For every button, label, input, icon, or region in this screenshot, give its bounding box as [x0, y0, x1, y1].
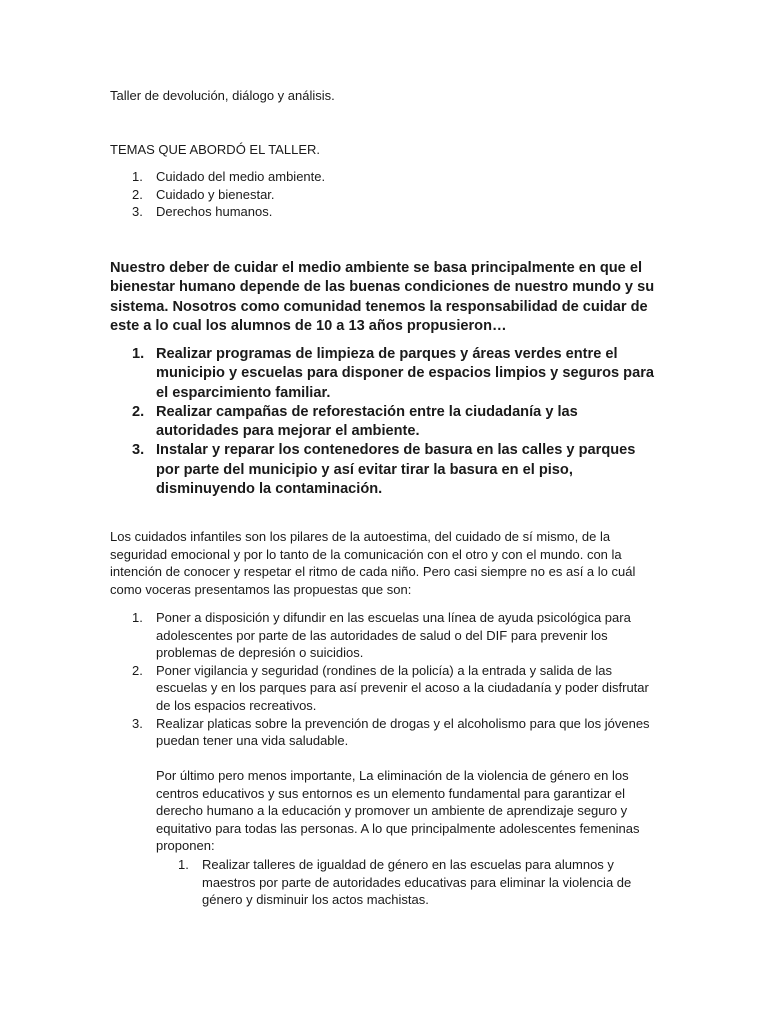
list-item	[110, 609, 660, 662]
list-text: Realizar campañas de reforestación entre la ciudadanía y las autoridades para mejorar el ambiente.	[156, 403, 578, 440]
list-item	[110, 345, 660, 403]
list-text: Realizar talleres de igualdad de género en las escuelas para alumnos y maestros por parte de autoridades educativas para eliminar la violencia de género y disminuir los actos machistas.	[202, 857, 632, 908]
list-item	[110, 441, 660, 499]
care-intro: Los cuidados infantiles son los pilares de la autoestima, del cuidado de sí mismo, de la seguridad emocional y por lo tanto de la comunicación con el otro y con el mundo. con la intención de conocer y respetar el ritmo de cada niño. Pero casi siempre no es así a lo cuál como voceras presentamos las propuestas que son:	[110, 529, 636, 597]
list-number: 3.	[132, 715, 143, 731]
list-item	[110, 403, 660, 442]
list-text: Derechos humanos.	[156, 204, 273, 220]
list-text: Realizar platicas sobre la prevención de drogas y el alcoholismo para que los jóvenes puedan tener una vida saludable.	[156, 715, 650, 749]
list-number: 1.	[132, 169, 143, 184]
environment-proposals-list	[110, 345, 660, 499]
list-text: Cuidado del medio ambiente.	[156, 169, 326, 184]
list-item	[110, 662, 660, 715]
topics-heading: TEMAS QUE ABORDÓ EL TALLER.	[110, 142, 320, 157]
list-item	[110, 186, 670, 204]
rights-proposals-list	[156, 856, 666, 909]
list-number: 2.	[132, 186, 143, 202]
list-item	[110, 715, 660, 750]
list-number: 3.	[132, 204, 143, 220]
list-text: Poner vigilancia y seguridad (rondines de la policía) a la entrada y salida de las escuelas y en los parques para así prevenir el acoso a la ciudadanía y poder disfrutar de los espacios recreativos.	[156, 662, 649, 713]
care-proposals-list	[110, 609, 660, 750]
list-text: Cuidado y bienestar.	[156, 186, 275, 202]
topics-list	[110, 168, 670, 221]
list-number: 2.	[132, 403, 145, 420]
document-title: Taller de devolución, diálogo y análisis.	[110, 88, 335, 103]
environment-intro: Nuestro deber de cuidar el medio ambiente se basa principalmente en que el bienestar humano depende de las buenas condiciones de nuestro mundo y su sistema. Nosotros como comunidad tenemos la responsabilidad de cuidar de este a lo cual los alumnos de 10 a 13 años propusieron…	[110, 260, 655, 334]
list-number: 1.	[132, 346, 145, 362]
list-text: Realizar programas de limpieza de parques y áreas verdes entre el municipio y escuelas para disponer de espacios limpios y seguros para el esparcimiento familiar.	[156, 346, 654, 401]
list-item	[156, 856, 666, 909]
list-number: 3.	[132, 442, 145, 459]
list-number: 2.	[132, 662, 143, 678]
rights-intro: Por último pero menos importante, La eliminación de la violencia de género en los centros educativos y sus entornos es un elemento fundamental para garantizar el derecho humano a la educación y promover un ambiente de aprendizaje seguro y equitativo para todas las personas. A lo que principalmente adolescentes femeninas proponen:	[156, 768, 640, 854]
list-text: Poner a disposición y difundir en las escuelas una línea de ayuda psicológica para adolescentes por parte de las autoridades de salud o del DIF para prevenir los problemas de depresión o suicidios.	[156, 610, 631, 661]
list-item	[110, 168, 670, 186]
list-item	[110, 203, 670, 221]
list-number: 1.	[132, 610, 143, 625]
list-number: 1.	[178, 857, 189, 872]
list-text: Instalar y reparar los contenedores de basura en las calles y parques por parte del municipio y así evitar tirar la basura en el piso, disminuyendo la contaminación.	[156, 442, 636, 498]
